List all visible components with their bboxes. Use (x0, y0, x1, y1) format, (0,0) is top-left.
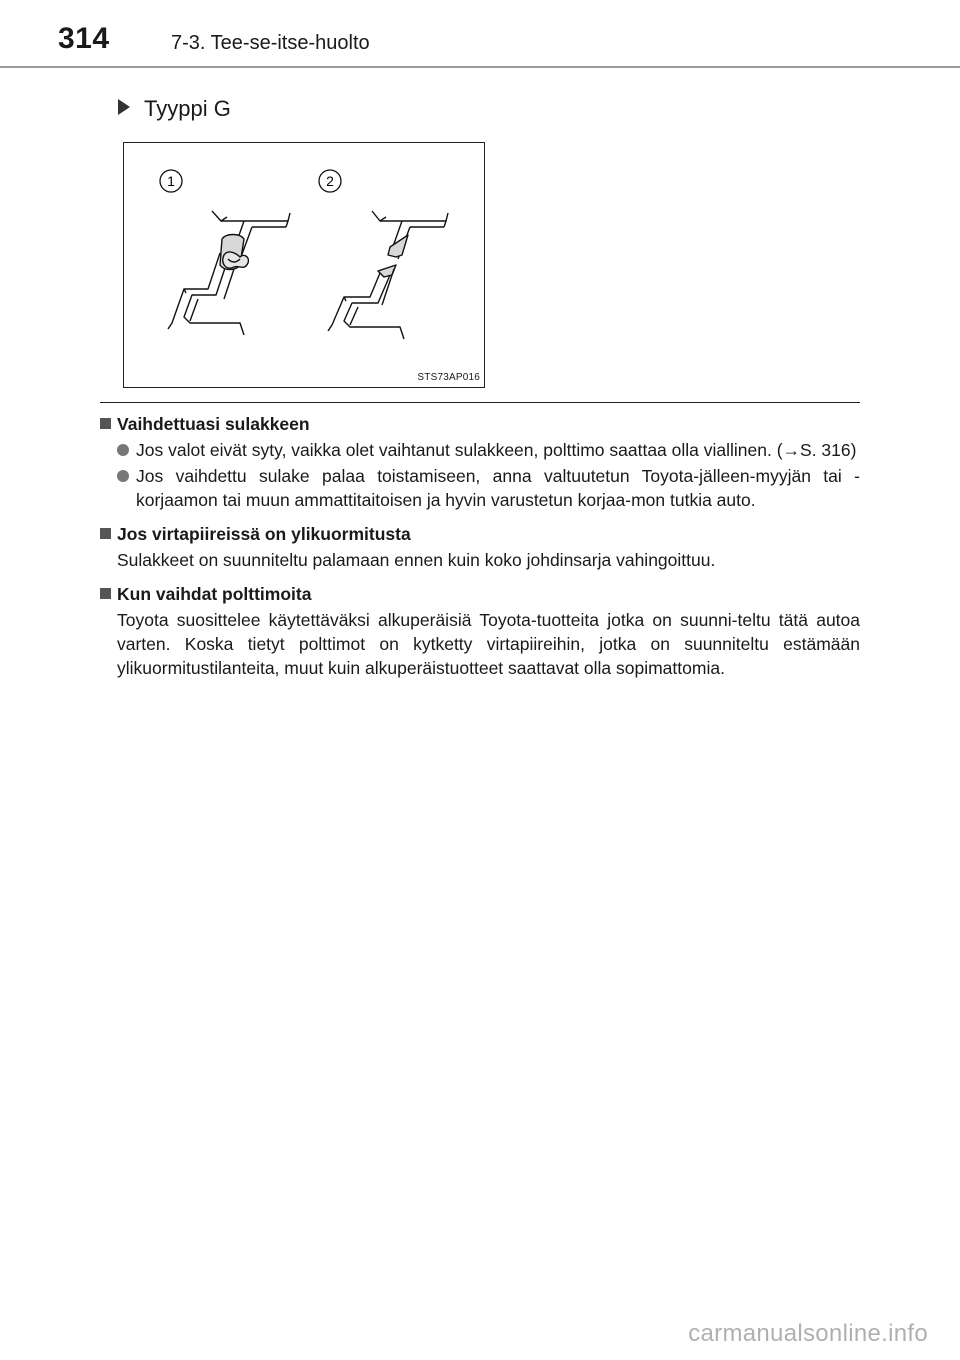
paragraph: Sulakkeet on suunniteltu palamaan ennen kuin koko johdinsarja vahingoittuu. (117, 550, 716, 570)
heading-circuit-overload (100, 522, 860, 546)
heading-text: Kun vaihdat polttimoita (117, 584, 312, 604)
triangle-bullet-icon (118, 99, 130, 115)
callout-1-label: 1 (167, 173, 175, 189)
callout-1 (160, 170, 182, 192)
square-bullet-icon (100, 588, 111, 599)
fuse-diagram (124, 143, 484, 387)
round-bullet-icon (117, 444, 129, 456)
paragraph: Toyota suosittelee käytettäväksi alkuperäisiä Toyota-tuotteita jotka on suunni-teltu tätä autoa varten. Koska tietyt polttimot on kytketty virtapiireihin, jotka on suunniteltu estämään ylikuormitustilanteita, muut kuin alkuperäistuotteet saattavat olla sopimattomia. (117, 610, 860, 678)
heading-text: Jos virtapiireissä on ylikuormitusta (117, 524, 411, 544)
page-content (100, 412, 860, 680)
heading-after-fuse-change (100, 412, 860, 436)
figure-code: STS73AP016 (417, 372, 480, 383)
watermark: carmanualsonline.info (688, 1320, 928, 1347)
good-fuse-icon (168, 211, 290, 335)
heading-text: Vaihdettuasi sulakkeen (117, 414, 310, 434)
page-number: 314 (58, 22, 110, 55)
type-label-text: Tyyppi G (144, 96, 231, 121)
page-header (0, 0, 960, 66)
square-bullet-icon (100, 418, 111, 429)
callout-2-label: 2 (326, 173, 334, 189)
callout-2 (319, 170, 341, 192)
type-label (118, 96, 231, 122)
round-bullet-icon (117, 470, 129, 482)
heading-replacing-bulbs (100, 582, 860, 606)
list-item-text: Jos valot eivät syty, vaikka olet vaihtanut sulakkeen, polttimo saattaa olla viallinen. (→S. 316) (136, 440, 857, 460)
blown-fuse-icon (328, 211, 448, 339)
section-title: 7-3. Tee-se-itse-huolto (171, 32, 370, 54)
header-divider (0, 66, 960, 68)
list-item (117, 438, 860, 462)
square-bullet-icon (100, 528, 111, 539)
list-item-text: Jos vaihdettu sulake palaa toistamiseen, anna valtuutetun Toyota-jälleen-myyjän tai -korjaamon tai muun ammattitaitoisen ja hyvin varustetun korjaa-mon tutkia auto. (136, 466, 860, 510)
list-item (117, 464, 860, 512)
section-divider (100, 402, 860, 403)
fuse-illustration (123, 142, 485, 388)
